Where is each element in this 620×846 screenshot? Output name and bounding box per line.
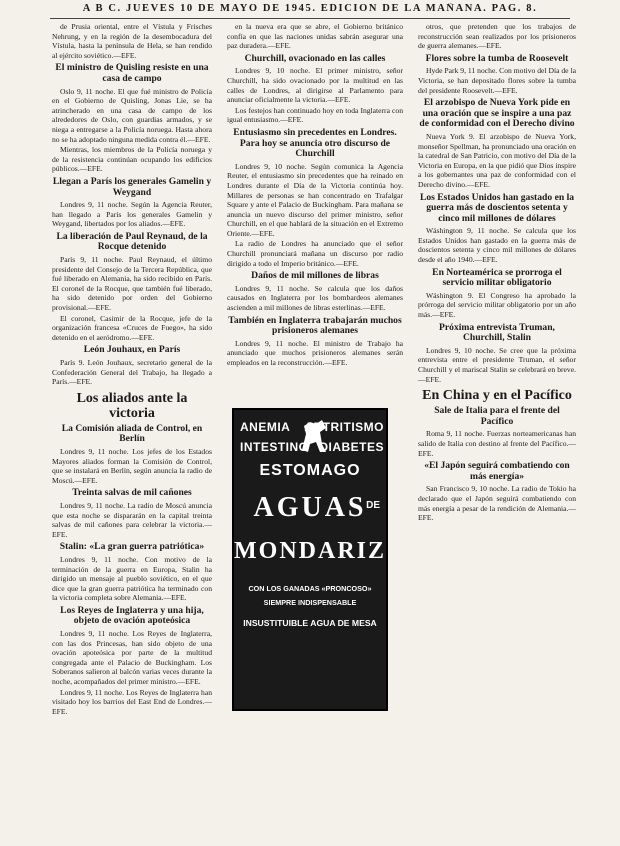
ad-line-1: CON LOS GANADAS «PRONCOSO» — [248, 584, 372, 593]
headline: La Comisión aliada de Control, en Berlín — [61, 422, 203, 445]
ad-anemia: ANEMIA — [240, 420, 291, 434]
article-paragraph: Londres 9, 10 noche. Se cree que la próxima entrevista entre el presidente Truman, el señor Churchill y el mariscal Stalin se celebrará en breve.—EFE. — [418, 345, 576, 384]
column-3 — [418, 22, 576, 834]
article-paragraph: La radio de Londres ha anunciado que el señor Churchill pronunciará mañana un discurso por radio dirigido a todo el Imperio británico.—EFE. — [227, 239, 403, 268]
headline: Treinta salvas de mil cañones — [72, 487, 192, 499]
article-paragraph: Oslo 9, 11 noche. El que fué ministro de Policía en el Gobierno de Quisling, Jonas Lie, se ha atrincherado en una casa de campo de los alrededores de Oslo, con guardias armados, y se niega a entregarse a la Policía noruega. Hasta ahora no se ha adoptado ninguna medida contra él.—EFE. — [52, 86, 212, 144]
headline: Llegan a París los generales Gamelin y Weygand — [52, 175, 212, 198]
article-paragraph: Londres 9, 11 noche. La radio de Moscú anuncia que esta noche se dispararán en la capital treinta salvas de mil cañones para celebrar la victoria.—EFE. — [52, 500, 212, 539]
column-2 — [227, 22, 403, 402]
ad-intestino: INTESTINO — [240, 440, 309, 454]
article-paragraph: en la nueva era que se abre, el Gobierno británico confía en que las naciones unidas sabrán asegurar una paz duradera.—EFE. — [227, 22, 403, 51]
headline: Los Estados Unidos han gastado en la guerra más de doscientos setenta y cinco mil millones de dólares — [419, 191, 575, 224]
article-paragraph: Londres 9, 10 noche. Según comunica la Agencia Reuter, el entusiasmo sin precedentes que ha reinado en Londres durante el Día de la Victoria continúa hoy. Millares de personas se han concentrado en Trafalgar Square y ante el Palacio de Buckingham. Para mañana se anuncia un nuevo discurso del primer ministro, señor Churchill, en el que hablará de la situación en el Extremo Oriente.—EFE. — [227, 161, 403, 238]
ad-line-3: INSUSTITUIBLE AGUA DE MESA — [243, 618, 377, 628]
article-paragraph: Londres 9, 11 noche. Según la Agencia Reuter, han llegado a París los generales Gamelin y Weygand, libertados por los aliados.—EFE. — [52, 200, 212, 229]
article-paragraph: Londres 9, 11 noche. Los Reyes de Inglaterra han visitado hoy los barrios del East End de Londres.—EFE. — [52, 687, 212, 716]
headline: Daños de mil millones de libras — [251, 270, 379, 282]
headline: Próxima entrevista Truman, Churchill, Stalin — [439, 321, 555, 344]
headline: La liberación de Paul Reynaud, de la Rocque detenido — [56, 230, 208, 253]
ad-mondariz: MONDARIZ — [234, 538, 386, 564]
article-paragraph: Los festejos han continuado hoy en toda Inglaterra con igual entusiasmo.—EFE. — [227, 105, 403, 125]
article-paragraph: San Francisco 9, 10 noche. La radio de Tokio ha declarado que el Japón seguirá combatiendo con más energía a pesar de la rendición de Alemania.—EFE. — [418, 484, 576, 523]
article-paragraph: Wáshington 9. El Congreso ha aprobado la prórroga del servicio militar obligatorio por un año más.—EFE. — [418, 290, 576, 320]
article-paragraph: Londres 9, 11 noche. Con motivo de la terminación de la guerra en Europa, Stalin ha dirigido un mensaje al pueblo soviético, en el que dice que la gran guerra patriótica ha terminado con la victoria completa sobre Alemania.—EFE. — [52, 554, 212, 603]
article-paragraph: Roma 9, 11 noche. Fuerzas norteamericanas han salido de Italia con destino al frente del Pacífico.—EFE. — [418, 429, 576, 458]
ad-artritismo: ARTRITISMO — [304, 420, 384, 434]
headline: El arzobispo de Nueva York pide en una oración que se inspire a una paz de conformidad con el Derecho divino — [419, 97, 575, 130]
ad-aguas: AGUAS — [253, 492, 367, 523]
page-header: A B C. JUEVES 10 DE MAYO DE 1945. EDICION DE LA MAÑANA. PAG. 8. — [82, 3, 538, 14]
article-paragraph: Londres 9, 11 noche. El ministro de Trabajo ha anunciado que muchos prisioneros alemanes serán empleados en la reconstrucción.—EFE. — [227, 338, 403, 367]
headline: Churchill, ovacionado en las calles — [244, 52, 386, 64]
article-paragraph: Londres 9, 11 noche. Los jefes de los Estados Mayores aliados forman la Comisión de Control, que se instalará en Berlín, según anuncia la radio de Moscú.—EFE. — [52, 446, 212, 485]
article-paragraph: Wáshington 9, 11 noche. Se calcula que los Estados Unidos han gastado en la guerra más de doscientos setenta y cinco mil millones de dólares desde el año 1940.—EFE. — [418, 226, 576, 265]
headline: También en Inglaterra trabajarán muchos prisioneros alemanes — [228, 314, 402, 337]
column-1 — [52, 22, 212, 834]
headline: León Jouhaux, en París — [83, 344, 181, 356]
mondariz-advertisement — [232, 408, 388, 711]
headline: «El Japón seguirá combatiendo con más energía» — [424, 460, 570, 482]
headline: El ministro de Quisling resiste en una casa de campo — [55, 62, 209, 84]
article-paragraph: Hyde Park 9, 11 noche. Con motivo del Día de la Victoria, se han depositado flores sobre la tumba del presidente Roosevelt.—EFE. — [418, 66, 576, 95]
headline: Flores sobre la tumba de Roosevelt — [425, 52, 569, 64]
ad-line-2: SIEMPRE INDISPENSABLE — [263, 598, 357, 607]
headline: Stalin: «La gran guerra patriótica» — [59, 541, 205, 553]
article-paragraph: París 9, 11 noche. Paul Reynaud, el último presidente del Consejo de la Tercera República, que fué liberado en Alemania, ha sido recibido en París. El coronel de la Rocque, que también fué liberado, ha sido detenido por orden del Gobierno provisional.—EFE. — [52, 255, 212, 313]
ad-de: DE — [366, 500, 380, 511]
article-paragraph: otros, que pretenden que los trabajos de reconstrucción sean realizados por los prisioneros de guerra alemanes.—EFE. — [418, 22, 576, 51]
headline: Entusiasmo sin precedentes en Londres. Para hoy se anuncia otro discurso de Churchill — [233, 126, 397, 160]
article-paragraph: Mientras, los miembros de la Policía noruega y de la resistencia continúan ocupando los edificios públicos.—EFE. — [52, 145, 212, 174]
article-paragraph: Nueva York 9. El arzobispo de Nueva York, monseñor Spellman, ha pronunciado una oración en la catedral de San Patricio, con motivo del Día de la Victoria en Europa, en la que pidió que Dios inspire a los gobernantes una paz de conformidad con el Derecho divino.—EFE. — [418, 131, 576, 189]
article-paragraph: Londres 9, 11 noche. Se calcula que los daños causados en Inglaterra por los bombardeos alemanes ascienden a mil millones de libras esterlinas.—EFE. — [227, 283, 403, 313]
ad-diabetes: DIABETES — [319, 440, 384, 454]
article-paragraph: de Prusia oriental, entre el Vístula y Frisches Nehrung, y en la región de la desembocadura del Vístula, hasta la península de Hela, se han rendido al ejército soviético.—EFE. — [52, 22, 212, 60]
article-paragraph: Londres 9, 10 noche. El primer ministro, señor Churchill, ha sido ovacionado por la multitud en las calles de Londres, al dirigirse al Parlamento para anunciar oficialmente la victoria.—EFE. — [227, 66, 403, 105]
header-rule — [50, 18, 570, 19]
section-heading: Los aliados ante la victoria — [76, 390, 188, 421]
ad-estomago: ESTOMAGO — [259, 462, 361, 479]
headline: Los Reyes de Inglaterra y una hija, objeto de ovación apoteósica — [60, 604, 204, 627]
section-heading: En China y en el Pacífico — [422, 388, 572, 404]
article-paragraph: El coronel, Casimir de la Rocque, jefe de la organización francesa «Cruces de Fuego», ha sido detenido en el aeródromo.—EFE. — [52, 313, 212, 342]
headline: Sale de Italia para el frente del Pacífico — [434, 405, 560, 427]
article-paragraph: Londres 9, 11 noche. Los Reyes de Inglaterra, con las dos Princesas, han sido objeto de una ovación apoteósica por parte de la multitud congregada ante el Palacio de Buckingham. Los Soberanos salieron al balcón varias veces durante la noche, acompañados del primer ministro.—EFE. — [52, 629, 212, 687]
article-paragraph: París 9. León Jouhaux, secretario general de la Confederación General del Trabajo, ha llegado a París.—EFE. — [52, 358, 212, 387]
headline: En Norteamérica se prorroga el servicio militar obligatorio — [432, 266, 562, 289]
